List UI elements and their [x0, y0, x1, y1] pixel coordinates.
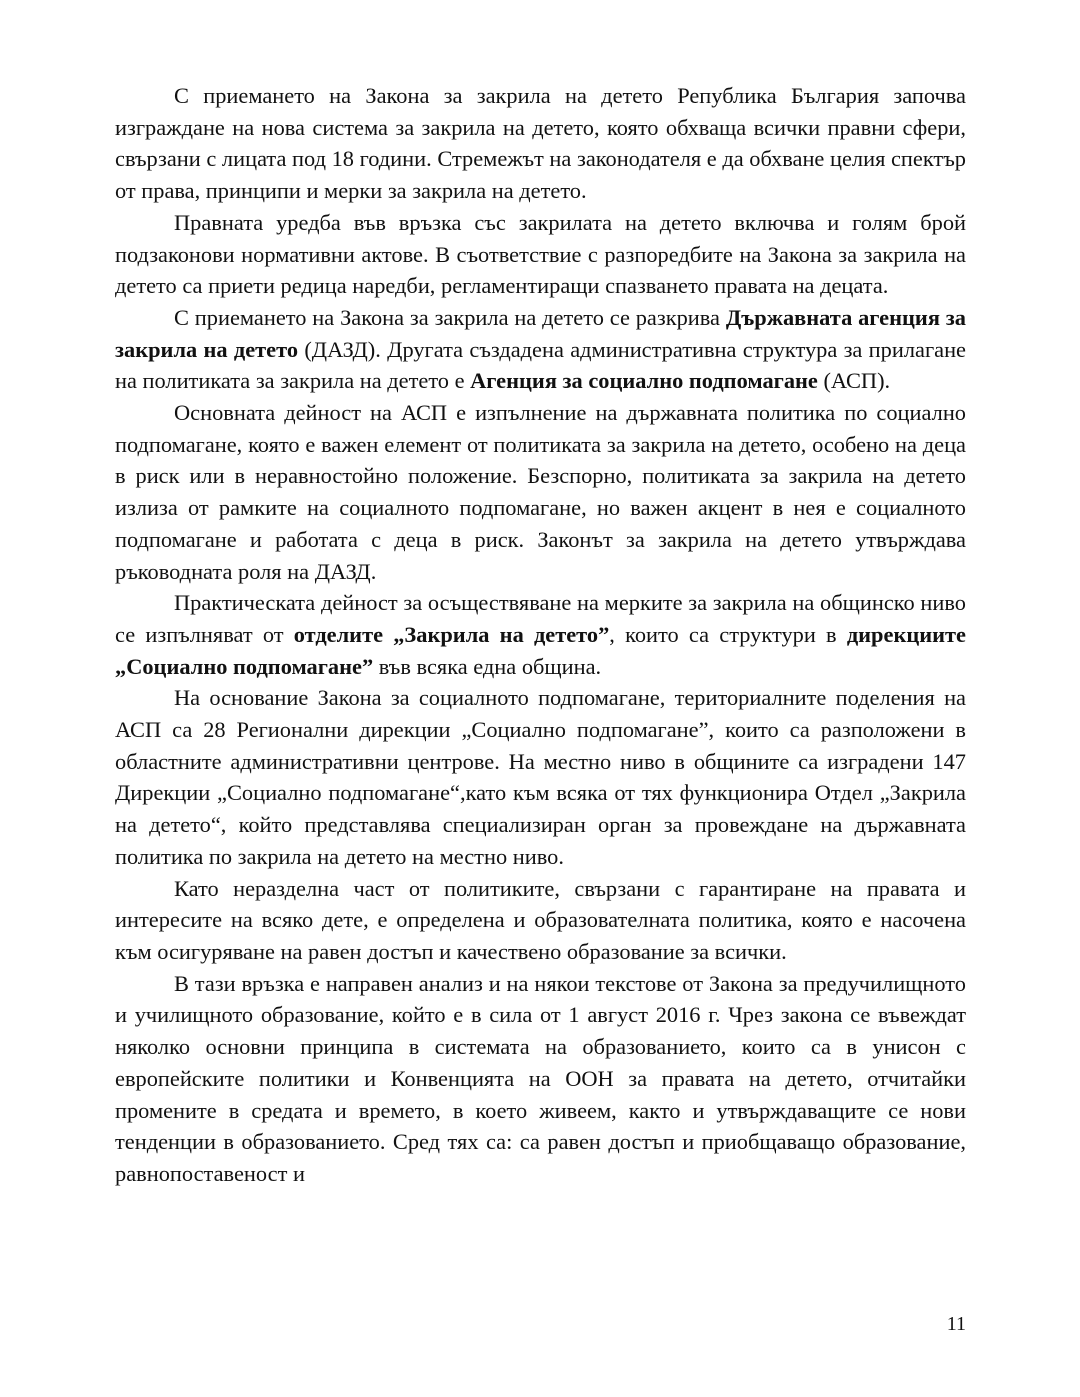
text-run: С приемането на Закона за закрила на детето Република България започва изграждане на нова система за закрила на детето, която обхваща всички правни сфери, свързани с лицата под 18 години. Стремежът на законодателя е да обхване целия спектър от права, принципи и мерки за закрила на детето.: [115, 83, 966, 204]
paragraph-asp-activity: [115, 397, 966, 587]
body-text: [115, 80, 966, 1190]
paragraph-education-policy: [115, 873, 966, 968]
paragraph-agencies: [115, 302, 966, 397]
paragraph-preschool-school-act: [115, 968, 966, 1190]
bold-term-social-assistance-directorates: дирекциите „Социално подпомагане”: [115, 621, 966, 679]
text-run: Като неразделна част от политиките, свързани с гарантиране на правата и интересите на всяко дете, е определена и образователната политика, която е насочена към осигуряване на равен достъп и качествено образование за всички.: [115, 875, 966, 964]
bold-term-dazd: Държавната агенция за закрила на детето: [115, 304, 966, 362]
bold-term-child-protection-departments: отделите „Закрила на детето”: [293, 621, 610, 647]
page-number: 11: [946, 1313, 966, 1335]
text-run: В тази връзка е направен анализ и на някои текстове от Закона за предучилищното и училищното образование, който е в сила от 1 август 2016 г. Чрез закона се въвеждат няколко основни принципа в системата на образованието, които са в унисон с европейските политики и Конвенцията на ООН за правата на детето, отчитайки промените в средата и времето, в което живеем, както и утвърждаващите се нови тенденции в образованието. Сред тях са: са равен достъп и приобщаващо образование, равнопоставеност и: [115, 970, 966, 1186]
paragraph-child-protection-act: [115, 80, 966, 207]
text-run: (АСП).: [817, 368, 891, 394]
text-run: , които са структури в: [609, 621, 847, 647]
paragraph-territorial-units: [115, 682, 966, 872]
bold-term-asp: Агенция за социално подпомагане: [470, 368, 818, 394]
text-run: Практическата дейност за осъществяване на мерките за закрила на общинско ниво се изпълняват от: [115, 590, 966, 647]
text-run: във всяка една община.: [373, 653, 602, 679]
text-run: Основната дейност на АСП е изпълнение на държавната политика по социално подпомагане, която е важен елемент от политиката за закрила на детето, особено на деца в риск или в неравностойно положение. Безспорно, политиката за закрила на детето излиза от рамките на социалното подпомагане, но важен акцент в нея е социалното подпомагане и работата с деца в риск. Законът за закрила на детето утвърждава ръководната роля на ДАЗД.: [115, 400, 966, 584]
text-run: Правната уредба във връзка със закрилата на детето включва и голям брой подзаконови нормативни актове. В съответствие с разпоредбите на Закона за закрила на детето са приети редица наредби, регламентиращи спазването правата на децата.: [115, 209, 966, 299]
text-run: (ДАЗД). Другата създадена административна структура за прилагане на политиката за закрила на детето е: [115, 336, 966, 394]
paragraph-legal-framework: [115, 207, 966, 302]
text-run: С приемането на Закона за закрила на детето се разкрива: [174, 304, 726, 330]
text-run: На основание Закона за социалното подпомагане, териториалните поделения на АСП са 28 Регионални дирекции „Социално подпомагане”, които са разположени в областните административни центрове. На местно ниво в общините са изградени 147 Дирекции „Социално подпомагане“,като към всяка от тях функционира Отдел „Закрила на детето“, който представлява специализиран орган за провеждане на държавната политика по закрила на детето на местно ниво.: [115, 685, 966, 869]
paragraph-municipal-level: [115, 587, 966, 682]
